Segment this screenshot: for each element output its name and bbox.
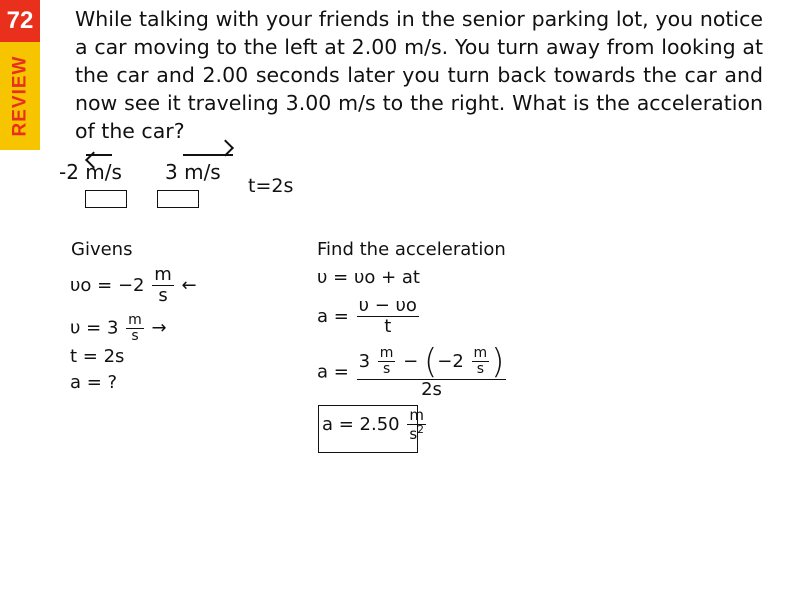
solution-eq3-num-a: 3 — [358, 351, 371, 372]
givens-v-unit-num: m — [128, 312, 142, 328]
answer-unit — [407, 408, 426, 442]
givens-v-lhs: υ = 3 — [70, 317, 119, 339]
car2-box — [157, 190, 199, 208]
car1-velocity-label: -2 m/s — [59, 160, 122, 184]
solution-eq3-unit-a-num: m — [379, 345, 394, 362]
left-arrow-icon — [86, 154, 112, 156]
solution-eq3 — [317, 342, 508, 400]
solution-heading: Find the acceleration — [317, 239, 506, 260]
givens-v0-lhs: υo = −2 — [70, 274, 145, 296]
givens-v0-unit-den: s — [158, 284, 168, 306]
solution-eq3-unit-b-den: s — [476, 361, 484, 378]
review-tab — [0, 42, 40, 150]
answer-lhs: a = 2.50 — [322, 414, 400, 435]
givens-v0-unit-num: m — [154, 264, 172, 285]
slide-number-badge: 72 — [0, 0, 40, 42]
givens-v-line — [70, 313, 167, 344]
givens-t-line: t = 2s — [70, 346, 125, 367]
solution-eq3-lhs: a = — [317, 361, 349, 383]
close-paren: ) — [491, 342, 505, 382]
solution-eq3-unit-b — [472, 346, 490, 377]
solution-eq3-minus: − — [403, 351, 419, 372]
givens-v0-unit — [152, 266, 174, 306]
solution-eq1: υ = υo + at — [317, 267, 420, 288]
solution-eq2-frac — [357, 297, 419, 337]
givens-v-unit-den: s — [131, 327, 139, 344]
solution-eq2-num: υ − υo — [358, 295, 417, 316]
car1-box — [85, 190, 127, 208]
left-arrow-icon: ← — [181, 274, 197, 296]
answer-unit-num: m — [409, 406, 424, 424]
time-label: t=2s — [248, 175, 294, 197]
review-label: REVIEW — [9, 55, 31, 137]
solution-eq3-frac — [357, 342, 507, 400]
open-paren: ( — [423, 342, 438, 382]
givens-v-unit — [126, 313, 144, 344]
givens-a-line: a = ? — [70, 372, 118, 393]
solution-eq3-inner: −2 — [437, 351, 464, 372]
solution-eq3-unit-a — [378, 346, 396, 377]
solution-eq3-unit-a-den: s — [382, 361, 391, 378]
solution-eq3-den: 2s — [421, 379, 442, 400]
givens-v0-line — [70, 266, 197, 306]
solution-eq2 — [317, 297, 421, 337]
solution-eq2-lhs: a = — [317, 305, 349, 327]
solution-eq3-numerator — [357, 342, 507, 382]
solution-eq2-den: t — [384, 315, 392, 337]
answer-line — [322, 408, 428, 442]
problem-statement: While talking with your friends in the senior parking lot, you notice a car moving to the left at 2.00 m/s. You turn away from looking at the car and 2.00 seconds later you turn back towards the car and now see it traveling 3.00 m/s to the right. What is the acceleration of the car? — [75, 7, 763, 143]
answer-unit-den: $s^2$ — [409, 423, 424, 443]
givens-heading: Givens — [71, 239, 133, 260]
car2-velocity-label: 3 m/s — [165, 160, 221, 184]
right-arrow-icon — [183, 154, 233, 156]
right-arrow-icon: → — [151, 317, 167, 339]
solution-eq3-unit-b-num: m — [473, 345, 488, 362]
